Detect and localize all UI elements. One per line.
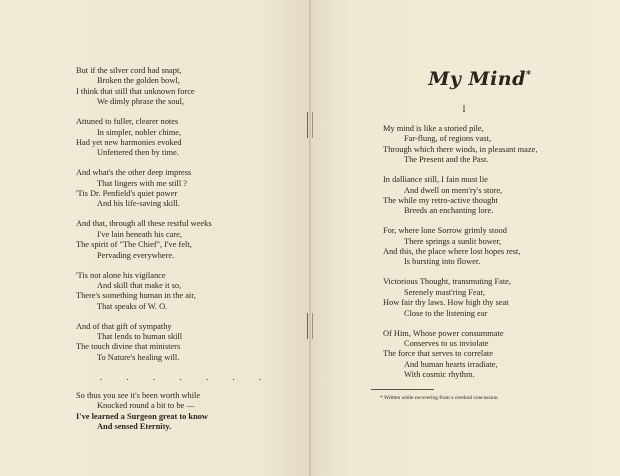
poem-line: Of Him, Whose power consummate (383, 328, 504, 338)
poem-line: In simpler, nobler chime, (97, 127, 182, 137)
stanza (76, 391, 301, 433)
poem-line: I think that still that unknown force (76, 86, 195, 96)
stanza (383, 329, 603, 381)
poem-line: For, where lone Sorrow grimly stood (383, 226, 507, 236)
right-poem-column (383, 124, 603, 390)
poem-line: Conserves to us inviolate (404, 338, 489, 348)
poem-line: In dalliance still, I fain must lie (383, 175, 488, 185)
poem-line: And human hearts irradiate, (404, 359, 498, 369)
poem-line: I've learned a Surgeon great to know (76, 411, 208, 421)
poem-line: Knocked round a bit to be — (97, 401, 195, 411)
stanza (76, 322, 301, 364)
title-footnote-mark: * (525, 69, 532, 81)
poem-line: The spirit of "The Chief", I've felt, (76, 240, 192, 250)
poem-line: The Present and the Past. (404, 155, 489, 165)
stanza (76, 117, 301, 159)
poem-line: 'Tis Dr. Penfield's quiet power (76, 189, 178, 199)
stanza (383, 175, 603, 217)
poem-line: So thus you see it's been worth while (76, 390, 201, 400)
poem-line: Far-flung, of regions vast, (404, 134, 492, 144)
poem-line: There's something human in the air, (76, 291, 196, 301)
poem-line: The force that serves to correlate (383, 349, 493, 359)
poem-line: Pervading everywhere. (97, 250, 175, 260)
poem-line: We dimly phrase the soul, (97, 97, 185, 107)
poem-title-text: My Mind (428, 68, 526, 90)
poem-line: There springs a sunlit bower, (404, 236, 502, 246)
poem-line: And what's the other deep impress (76, 168, 192, 178)
staple-bottom (307, 313, 313, 339)
poem-line: And sensed Eternity. (97, 421, 172, 431)
poem-line: I've lain beneath his care, (97, 229, 182, 239)
poem-line: But if the silver cord had snapt, (76, 66, 182, 75)
poem-line: Close to the listening ear (404, 308, 488, 318)
stanza (76, 219, 301, 261)
poem-title (410, 68, 550, 90)
poem-line: Is bursting into flower. (404, 257, 481, 267)
poem-line: Had yet new harmonies evoked (76, 137, 182, 147)
poem-line: With cosmic rhythm. (404, 370, 475, 380)
poem-line: Unfettered then by time. (97, 148, 179, 158)
poem-line: The touch divine that ministers (76, 342, 181, 352)
poem-line: And of that gift of sympathy (76, 321, 172, 331)
poem-line: The while my retro-active thought (383, 195, 498, 205)
poem-line: Through which there winds, in pleasant maze, (383, 144, 538, 154)
stanza-separator: . . . . . . . (100, 371, 273, 382)
poem-line: That lends to human skill (97, 332, 183, 342)
poem-line: That lingers with me still ? (97, 178, 188, 188)
poem-line: And that, through all these restful weeks (76, 219, 212, 229)
poem-line: My mind is like a storied pile, (383, 124, 484, 133)
poem-line: To Nature's healing will. (97, 352, 180, 362)
poem-line: Victorious Thought, transmuting Fate, (383, 277, 511, 287)
poem-line: How fair thy laws. How high thy seat (383, 298, 509, 308)
footnote-rule (371, 389, 434, 390)
center-fold (309, 0, 311, 476)
poem-line: And skill that make it so, (97, 280, 182, 290)
stanza (383, 124, 603, 166)
poem-line: Breeds an enchanting lore. (404, 206, 494, 216)
stanza (383, 226, 603, 268)
poem-line: That speaks of W. O. (97, 301, 168, 311)
left-poem-column (76, 66, 301, 442)
staple-top (307, 112, 313, 138)
stanza (76, 271, 301, 313)
poem-line: And this, the place where lost hopes rest, (383, 247, 521, 257)
footnote: * Written while recovering from a cerebral concussion. (380, 395, 499, 401)
stanza (76, 66, 301, 108)
section-number: I (462, 104, 466, 114)
stanza (76, 168, 301, 210)
poem-line: 'Tis not alone his vigilance (76, 270, 166, 280)
poem-line: Serenely mast'ring Fear, (404, 287, 485, 297)
poem-line: And dwell on mem'ry's store, (404, 185, 503, 195)
poem-line: Broken the golden bowl, (97, 76, 180, 86)
poem-line: Attuned to fuller, clearer notes (76, 117, 179, 127)
poem-line: And his life-saving skill. (97, 199, 180, 209)
stanza (383, 277, 603, 319)
